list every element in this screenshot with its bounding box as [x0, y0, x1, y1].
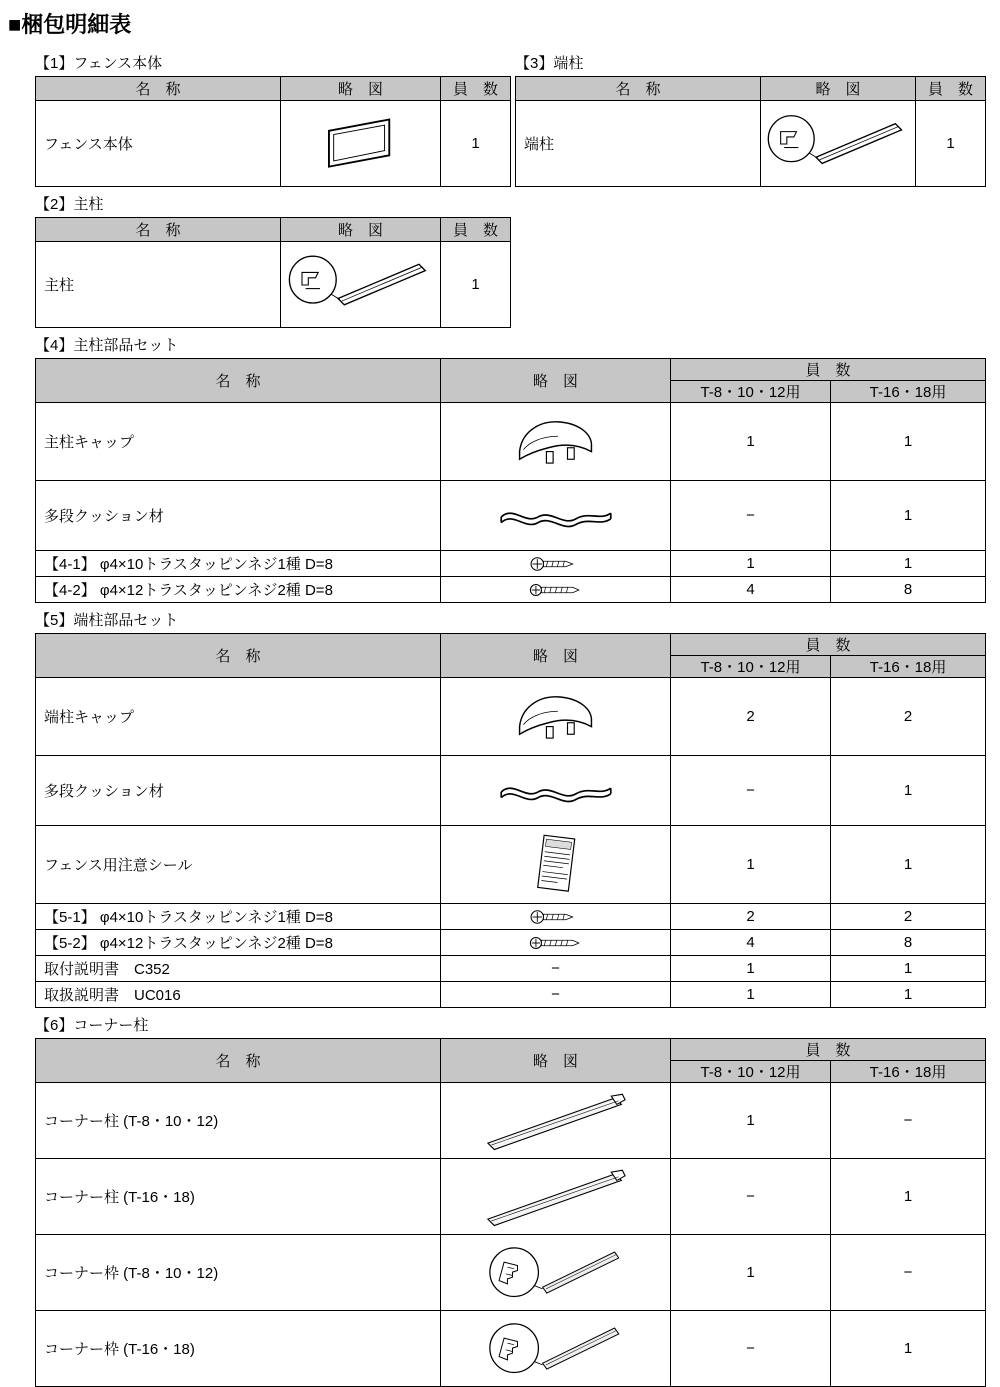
table-corner-post [35, 1038, 986, 1387]
header-row [36, 634, 986, 656]
qty-t8-10-12: 1 [671, 982, 831, 1008]
col-header-qty: 員 数 [441, 218, 511, 242]
qty-t16-18: − [831, 1235, 986, 1311]
col-header-diagram: 略 図 [761, 77, 916, 101]
table-main-post-parts [35, 358, 986, 603]
truss-screw-short-diagram-icon [527, 908, 585, 926]
part-row [36, 982, 986, 1008]
diagram-cell [441, 1083, 671, 1159]
section-6-caption: 【6】コーナー柱 [35, 1017, 149, 1035]
part-name: 【4-2】 φ4×12トラスタッピンネジ2種 D=8 [36, 577, 441, 603]
diagram-cell [441, 826, 671, 904]
header-row [36, 1039, 986, 1061]
col-header-diagram: 略 図 [281, 218, 441, 242]
col-header-diagram: 略 図 [281, 77, 441, 101]
part-row [36, 756, 986, 826]
section-2-caption: 【2】主柱 [35, 196, 104, 214]
page-title: ■梱包明細表 [8, 12, 132, 37]
part-row [36, 1235, 986, 1311]
col-header-name: 名 称 [36, 218, 281, 242]
part-name: 【4-1】 φ4×10トラスタッピンネジ1種 D=8 [36, 551, 441, 577]
section-4-caption: 【4】主柱部品セット [35, 337, 179, 355]
qty-t8-10-12: 4 [671, 577, 831, 603]
left-column [35, 46, 510, 328]
qty-t8-10-12: 1 [671, 956, 831, 982]
table-fence-body [35, 76, 511, 187]
part-name: 取扱説明書 UC016 [36, 982, 441, 1008]
part-row [36, 101, 511, 187]
part-name: 多段クッション材 [36, 756, 441, 826]
col-header-qty-t8-10-12: T-8・10・12用 [671, 1061, 831, 1083]
part-row [36, 242, 511, 328]
col-header-qty-t8-10-12: T-8・10・12用 [671, 656, 831, 678]
qty-t16-18: 1 [831, 956, 986, 982]
corner-post-diagram-icon [470, 1086, 642, 1156]
qty-t8-10-12: − [671, 756, 831, 826]
diagram-cell [441, 577, 671, 603]
part-row [36, 930, 986, 956]
end-post-cap-diagram-icon [510, 686, 602, 748]
col-header-name: 名 称 [36, 359, 441, 403]
col-header-qty: 員 数 [671, 634, 986, 656]
part-name: フェンス用注意シール [36, 826, 441, 904]
diagram-cell [441, 678, 671, 756]
part-name: コーナー枠 (T-8・10・12) [36, 1235, 441, 1311]
part-name: 主柱 [36, 242, 281, 328]
diagram-dash: − [441, 956, 671, 982]
col-header-name: 名 称 [36, 1039, 441, 1083]
qty-t16-18: 1 [831, 403, 986, 481]
top-section-row [35, 46, 985, 328]
qty-t8-10-12: 4 [671, 930, 831, 956]
col-header-qty: 員 数 [671, 1039, 986, 1061]
col-header-name: 名 称 [36, 77, 281, 101]
part-row [36, 678, 986, 756]
qty-t8-10-12: − [671, 481, 831, 551]
qty-t16-18: 1 [831, 551, 986, 577]
right-column [515, 46, 985, 187]
qty-t8-10-12: 2 [671, 678, 831, 756]
diagram-cell [761, 101, 916, 187]
section-3-caption: 【3】端柱 [515, 55, 584, 73]
col-header-name: 名 称 [36, 634, 441, 678]
part-name: 端柱キャップ [36, 678, 441, 756]
qty-t16-18: 1 [831, 1159, 986, 1235]
diagram-cell [441, 930, 671, 956]
qty-t16-18: 1 [831, 756, 986, 826]
diagram-cell [441, 1235, 671, 1311]
fence-panel-diagram-icon [313, 111, 409, 177]
qty-t16-18: 8 [831, 577, 986, 603]
col-header-qty: 員 数 [916, 77, 986, 101]
corner-frame-diagram-icon [470, 1313, 642, 1385]
col-header-diagram: 略 図 [441, 634, 671, 678]
col-header-qty: 員 数 [671, 359, 986, 381]
col-header-diagram: 略 図 [441, 1039, 671, 1083]
diagram-cell [441, 481, 671, 551]
part-row [36, 403, 986, 481]
col-header-diagram: 略 図 [441, 359, 671, 403]
qty-t8-10-12: 1 [671, 403, 831, 481]
section-1-caption: 【1】フェンス本体 [35, 55, 163, 73]
qty-t16-18: 1 [831, 826, 986, 904]
qty-value: 1 [441, 101, 511, 187]
part-row [36, 904, 986, 930]
part-name: 主柱キャップ [36, 403, 441, 481]
part-row [36, 1083, 986, 1159]
part-name: 【5-1】 φ4×10トラスタッピンネジ1種 D=8 [36, 904, 441, 930]
part-name: 【5-2】 φ4×12トラスタッピンネジ2種 D=8 [36, 930, 441, 956]
diagram-cell [281, 101, 441, 187]
truss-screw-long-diagram-icon [525, 581, 587, 599]
part-row [36, 1159, 986, 1235]
caution-sticker-diagram-icon [527, 829, 585, 901]
part-row [36, 826, 986, 904]
diagram-dash: − [441, 982, 671, 1008]
qty-t16-18: 2 [831, 678, 986, 756]
qty-t8-10-12: 2 [671, 904, 831, 930]
truss-screw-long-diagram-icon [525, 934, 587, 952]
main-post-diagram-icon [283, 249, 438, 321]
qty-t8-10-12: 1 [671, 1083, 831, 1159]
part-name: 端柱 [516, 101, 761, 187]
header-row [516, 77, 986, 101]
part-row [516, 101, 986, 187]
part-name: コーナー柱 (T-16・18) [36, 1159, 441, 1235]
corner-post-diagram-icon [470, 1162, 642, 1232]
diagram-cell [441, 1311, 671, 1387]
col-header-qty-t16-18: T-16・18用 [831, 656, 986, 678]
part-row [36, 577, 986, 603]
col-header-name: 名 称 [516, 77, 761, 101]
part-name: フェンス本体 [36, 101, 281, 187]
qty-value: 1 [441, 242, 511, 328]
cushion-strip-diagram-icon [493, 774, 619, 808]
qty-t8-10-12: 1 [671, 1235, 831, 1311]
end-post-diagram-icon [763, 108, 913, 180]
qty-t16-18: 2 [831, 904, 986, 930]
diagram-cell [441, 551, 671, 577]
qty-t16-18: 1 [831, 1311, 986, 1387]
qty-t16-18: 1 [831, 982, 986, 1008]
header-row [36, 77, 511, 101]
truss-screw-short-diagram-icon [527, 555, 585, 573]
qty-t8-10-12: − [671, 1311, 831, 1387]
header-row [36, 359, 986, 381]
part-name: 取付説明書 C352 [36, 956, 441, 982]
part-name: コーナー枠 (T-16・18) [36, 1311, 441, 1387]
col-header-qty-t16-18: T-16・18用 [831, 1061, 986, 1083]
part-name: コーナー柱 (T-8・10・12) [36, 1083, 441, 1159]
qty-t8-10-12: 1 [671, 826, 831, 904]
table-end-post [515, 76, 986, 187]
section-5-caption: 【5】端柱部品セット [35, 612, 179, 630]
part-row [36, 1311, 986, 1387]
diagram-cell [441, 756, 671, 826]
corner-frame-diagram-icon [470, 1237, 642, 1309]
part-row [36, 956, 986, 982]
part-row [36, 551, 986, 577]
diagram-cell [441, 904, 671, 930]
col-header-qty: 員 数 [441, 77, 511, 101]
diagram-cell [441, 403, 671, 481]
part-row [36, 481, 986, 551]
part-name: 多段クッション材 [36, 481, 441, 551]
col-header-qty-t16-18: T-16・18用 [831, 381, 986, 403]
table-main-post [35, 217, 511, 328]
qty-value: 1 [916, 101, 986, 187]
col-header-qty-t8-10-12: T-8・10・12用 [671, 381, 831, 403]
qty-t8-10-12: − [671, 1159, 831, 1235]
header-row [36, 218, 511, 242]
qty-t16-18: 8 [831, 930, 986, 956]
table-end-post-parts [35, 633, 986, 1008]
qty-t16-18: − [831, 1083, 986, 1159]
main-post-cap-diagram-icon [510, 411, 602, 473]
diagram-cell [281, 242, 441, 328]
qty-t8-10-12: 1 [671, 551, 831, 577]
cushion-strip-diagram-icon [493, 499, 619, 533]
qty-t16-18: 1 [831, 481, 986, 551]
diagram-cell [441, 1159, 671, 1235]
